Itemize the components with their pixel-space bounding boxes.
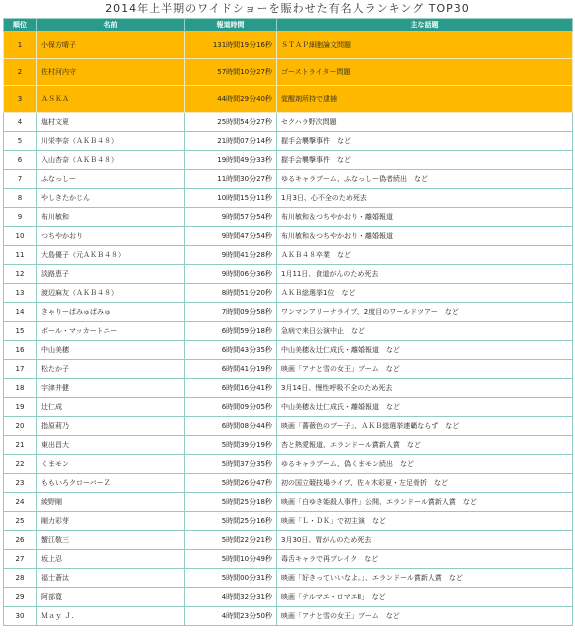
topic-cell: 急病で来日公演中止 など (277, 322, 573, 341)
topic-cell: 映画「薔薇色のブー子」、ＡＫＢ総選挙連覇ならず など (277, 417, 573, 436)
name-cell: 大島優子（元ＡＫＢ４８） (37, 246, 185, 265)
time-cell: 6時間09分05秒 (185, 398, 277, 417)
rank-cell: 7 (4, 170, 37, 189)
name-cell: 入山杏奈（ＡＫＢ４８） (37, 151, 185, 170)
table-row (4, 550, 573, 569)
rank-cell: 18 (4, 379, 37, 398)
time-cell: 11時間30分27秒 (185, 170, 277, 189)
topic-cell: 1月3日、心不全のため死去 (277, 189, 573, 208)
topic-cell: ゆるキャラブーム、ふなっしー偽者続出 など (277, 170, 573, 189)
rank-cell: 21 (4, 436, 37, 455)
rank-cell: 14 (4, 303, 37, 322)
time-cell: 4時間32分31秒 (185, 588, 277, 607)
time-cell: 21時間07分14秒 (185, 132, 277, 151)
table-row (4, 265, 573, 284)
rank-cell: 2 (4, 59, 37, 86)
table-row (4, 132, 573, 151)
rank-cell: 6 (4, 151, 37, 170)
table-row (4, 208, 573, 227)
rank-cell: 27 (4, 550, 37, 569)
name-cell: 佐村河内守 (37, 59, 185, 86)
name-cell: 渡辺麻友（ＡＫＢ４８） (37, 284, 185, 303)
topic-cell: 映画「アナと雪の女王」ブーム など (277, 360, 573, 379)
time-cell: 5時間26分47秒 (185, 474, 277, 493)
time-cell: 9時間57分54秒 (185, 208, 277, 227)
topic-cell: セクハラ野次問題 (277, 113, 573, 132)
table-row (4, 417, 573, 436)
name-cell: 宇津井健 (37, 379, 185, 398)
rank-cell: 8 (4, 189, 37, 208)
name-cell: 中山美穂 (37, 341, 185, 360)
topic-cell: 毒舌キャラで再ブレイク など (277, 550, 573, 569)
table-body (4, 32, 573, 626)
topic-cell: 覚醒剤所持で逮捕 (277, 86, 573, 113)
topic-cell: ゴーストライター問題 (277, 59, 573, 86)
time-cell: 8時間51分20秒 (185, 284, 277, 303)
time-cell: 5時間00分31秒 (185, 569, 277, 588)
table-row (4, 59, 573, 86)
name-cell: つちやかおり (37, 227, 185, 246)
time-cell: 44時間29分40秒 (185, 86, 277, 113)
topic-cell: ワンマンアリーナライブ、2度目のワールドツアー など (277, 303, 573, 322)
table-row (4, 113, 573, 132)
rank-cell: 28 (4, 569, 37, 588)
time-cell: 9時間47分54秒 (185, 227, 277, 246)
rank-cell: 4 (4, 113, 37, 132)
name-cell: 川栄李奈（ＡＫＢ４８） (37, 132, 185, 151)
rank-cell: 19 (4, 398, 37, 417)
name-cell: 小保方晴子 (37, 32, 185, 59)
time-cell: 57時間10分27秒 (185, 59, 277, 86)
time-cell: 9時間41分28秒 (185, 246, 277, 265)
time-cell: 10時間15分11秒 (185, 189, 277, 208)
topic-cell: 映画「テルマエ・ロマエⅡ」 など (277, 588, 573, 607)
table-row (4, 341, 573, 360)
name-cell: やしきたかじん (37, 189, 185, 208)
table-row (4, 246, 573, 265)
topic-cell: ＡＫＢ４８卒業 など (277, 246, 573, 265)
time-cell: 5時間25分18秒 (185, 493, 277, 512)
table-row (4, 588, 573, 607)
name-cell: 綾野剛 (37, 493, 185, 512)
rank-cell: 9 (4, 208, 37, 227)
table-row (4, 360, 573, 379)
time-cell: 5時間37分35秒 (185, 455, 277, 474)
name-cell: 剛力彩芽 (37, 512, 185, 531)
rank-cell: 20 (4, 417, 37, 436)
topic-cell: 3月14日、慢性呼吸不全のため死去 (277, 379, 573, 398)
table-header-row (4, 19, 573, 32)
time-cell: 6時間43分35秒 (185, 341, 277, 360)
topic-cell: 初の国立競技場ライブ、佐々木彩夏・左足骨折 など (277, 474, 573, 493)
topic-cell: 映画「白ゆき姫殺人事件」公開、エランドール賞新人賞 など (277, 493, 573, 512)
rank-cell: 24 (4, 493, 37, 512)
table-row (4, 151, 573, 170)
table-row (4, 86, 573, 113)
topic-cell: 布川敏和＆つちやかおり・離婚報道 (277, 208, 573, 227)
rank-cell: 11 (4, 246, 37, 265)
time-cell: 7時間09分58秒 (185, 303, 277, 322)
time-cell: 6時間16分41秒 (185, 379, 277, 398)
table-row (4, 170, 573, 189)
ranking-table (3, 18, 573, 626)
name-cell: くまモン (37, 455, 185, 474)
name-cell: 松たか子 (37, 360, 185, 379)
rank-cell: 22 (4, 455, 37, 474)
topic-cell: ＳＴＡＰ細胞論文問題 (277, 32, 573, 59)
name-cell: 布川敏和 (37, 208, 185, 227)
rank-cell: 16 (4, 341, 37, 360)
table-row (4, 284, 573, 303)
time-cell: 25時間54分27秒 (185, 113, 277, 132)
topic-cell: ゆるキャラブーム、偽くまモン続出 など (277, 455, 573, 474)
page-title: 2014年上半期のワイドショーを賑わせた有名人ランキング TOP30 (105, 2, 470, 15)
table-row (4, 512, 573, 531)
table-row (4, 493, 573, 512)
table-row (4, 303, 573, 322)
time-cell: 9時間06分36秒 (185, 265, 277, 284)
rank-cell: 5 (4, 132, 37, 151)
name-cell: 淡路恵子 (37, 265, 185, 284)
topic-cell: 1月11日、食道がんのため死去 (277, 265, 573, 284)
table-row (4, 189, 573, 208)
topic-cell: 映画「Ｌ・ＤＫ」で初主演 など (277, 512, 573, 531)
table-row (4, 607, 573, 626)
rank-cell: 30 (4, 607, 37, 626)
rank-cell: 10 (4, 227, 37, 246)
topic-cell: 中山美穂＆辻仁成氏・離婚報道 など (277, 341, 573, 360)
rank-cell: 29 (4, 588, 37, 607)
rank-cell: 17 (4, 360, 37, 379)
name-cell: 辻仁成 (37, 398, 185, 417)
topic-cell: ＡＫＢ総選挙1位 など (277, 284, 573, 303)
table-row (4, 227, 573, 246)
rank-cell: 13 (4, 284, 37, 303)
table-row (4, 436, 573, 455)
rank-cell: 26 (4, 531, 37, 550)
table-row (4, 322, 573, 341)
header-topic: 主な話題 (277, 19, 573, 32)
topic-cell: 布川敏和＆つちやかおり・離婚報道 (277, 227, 573, 246)
topic-cell: 映画「好きっていいなよ。」、エランドール賞新人賞 など (277, 569, 573, 588)
time-cell: 6時間41分19秒 (185, 360, 277, 379)
table-row (4, 531, 573, 550)
name-cell: 福士蒼汰 (37, 569, 185, 588)
time-cell: 6時間59分18秒 (185, 322, 277, 341)
time-cell: 4時間23分50秒 (185, 607, 277, 626)
topic-cell: 杏と熱愛報道、エランドール賞新人賞 など (277, 436, 573, 455)
rank-cell: 23 (4, 474, 37, 493)
name-cell: 東出昌大 (37, 436, 185, 455)
header-rank: 順位 (4, 19, 37, 32)
name-cell: ふなっしー (37, 170, 185, 189)
topic-cell: 握手会襲撃事件 など (277, 151, 573, 170)
table-row (4, 32, 573, 59)
rank-cell: 1 (4, 32, 37, 59)
time-cell: 5時間25分16秒 (185, 512, 277, 531)
time-cell: 5時間10分49秒 (185, 550, 277, 569)
name-cell: 塩村文夏 (37, 113, 185, 132)
name-cell: Ｍａｙ Ｊ. (37, 607, 185, 626)
header-name: 名前 (37, 19, 185, 32)
rank-cell: 25 (4, 512, 37, 531)
name-cell: 阿部寛 (37, 588, 185, 607)
topic-cell: 映画「アナと雪の女王」ブーム など (277, 607, 573, 626)
rank-cell: 15 (4, 322, 37, 341)
name-cell: 坂上忍 (37, 550, 185, 569)
rank-cell: 12 (4, 265, 37, 284)
table-row (4, 474, 573, 493)
name-cell: きゃりーぱみゅぱみゅ (37, 303, 185, 322)
time-cell: 131時間19分16秒 (185, 32, 277, 59)
name-cell: ポール・マッカートニー (37, 322, 185, 341)
time-cell: 5時間39分19秒 (185, 436, 277, 455)
time-cell: 6時間08分44秒 (185, 417, 277, 436)
name-cell: ＡＳＫＡ (37, 86, 185, 113)
name-cell: 指原莉乃 (37, 417, 185, 436)
name-cell: ももいろクローバーＺ (37, 474, 185, 493)
table-row (4, 455, 573, 474)
table-row (4, 569, 573, 588)
time-cell: 5時間22分21秒 (185, 531, 277, 550)
rank-cell: 3 (4, 86, 37, 113)
time-cell: 19時間49分33秒 (185, 151, 277, 170)
name-cell: 蟹江敬三 (37, 531, 185, 550)
topic-cell: 3月30日、胃がんのため死去 (277, 531, 573, 550)
table-row (4, 379, 573, 398)
header-time: 報道時間 (185, 19, 277, 32)
topic-cell: 中山美穂＆辻仁成氏・離婚報道 など (277, 398, 573, 417)
table-row (4, 398, 573, 417)
topic-cell: 握手会襲撃事件 など (277, 132, 573, 151)
